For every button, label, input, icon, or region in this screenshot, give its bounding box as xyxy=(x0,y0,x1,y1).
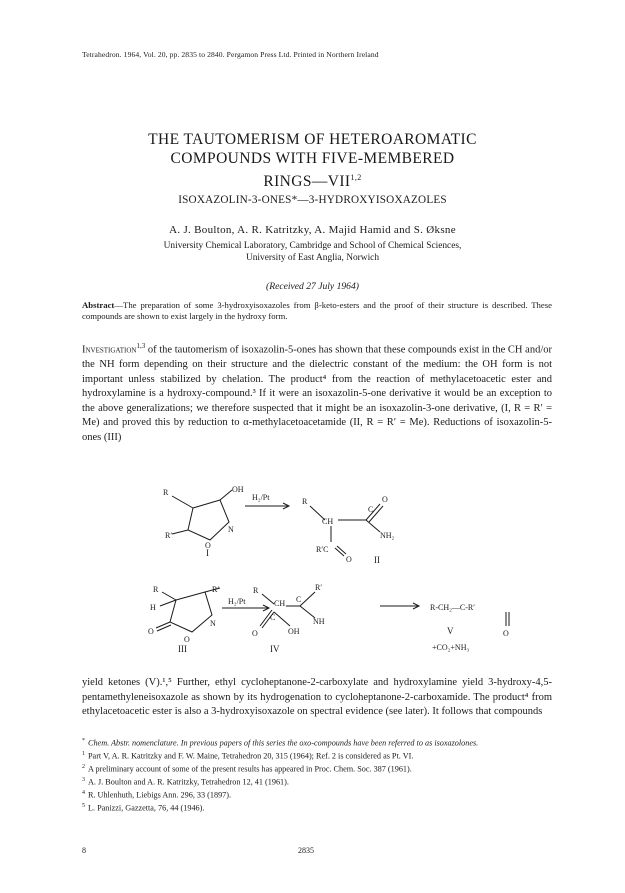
atom-RpC: R′C xyxy=(316,545,329,554)
footnote-text: A preliminary account of some of the present results has appeared in Proc. Chem. Soc. 387 (1961). xyxy=(88,764,412,774)
label-II: II xyxy=(374,555,380,565)
compound-III-ring xyxy=(170,592,212,632)
atom-NH-iv: NH xyxy=(313,617,325,626)
footnote-item: $^5$ L. Panizzi, Gazzetta, 76, 44 (1946). xyxy=(82,802,205,813)
bond-OH xyxy=(220,490,232,500)
abstract-text: —The preparation of some 3-hydroxyisoxazoles from β-keto-esters and the proof of their structure is described. These compounds are shown to exist largely in the hydroxy form. xyxy=(82,300,552,321)
bond-iii-H xyxy=(160,600,176,606)
affiliation-line-1: University Chemical Laboratory, Cambridge and School of Chemical Sciences, xyxy=(163,241,462,251)
label-I: I xyxy=(206,548,209,558)
atom-Rp: R′ xyxy=(165,531,173,540)
body-lead: Investigation xyxy=(82,344,137,356)
product-v-o: O xyxy=(503,629,509,638)
footnotes xyxy=(82,736,552,814)
bond-iv-3 xyxy=(300,592,315,606)
bond-iv-6 xyxy=(274,612,290,626)
atom-O: O xyxy=(205,541,211,550)
body-lead-sup: 1,3 xyxy=(136,342,146,350)
footnote-text: Chem. Abstr. nomenclature. In previous papers of this series the oxo-compounds have been referred to as isoxazolones. xyxy=(88,738,479,748)
footnote-item: * Chem. Abstr. nomenclature. In previous papers of this series the oxo-compounds have been referred to as isoxazolones. xyxy=(82,738,479,748)
atom-O-iii-ring: O xyxy=(184,635,190,644)
atom-NH2: NH₂ xyxy=(380,531,395,540)
atom-O-iv: O xyxy=(252,629,258,638)
title-line-1: THE TAUTOMERISM OF HETEROAROMATIC xyxy=(148,131,477,148)
page-number: 2835 xyxy=(298,846,314,855)
footnote-item: $^4$ R. Uhlenhuth, Liebigs Ann. 296, 33 (1897). xyxy=(82,789,232,800)
atom-O-ii: O xyxy=(382,495,388,504)
journal-header: Tetrahedron. 1964, Vol. 20, pp. 2835 to 2840. Pergamon Press Ltd. Printed in Northern Ireland xyxy=(82,50,379,59)
atom-C2-iv: C xyxy=(270,613,276,622)
compound-I-ring xyxy=(188,500,229,540)
paper-subtitle: ISOXAZOLIN-3-ONES*—3-HYDROXYISOXAZOLES xyxy=(178,194,447,206)
footnote-item: $^2$ A preliminary account of some of the present results has appeared in Proc. Chem. Soc. 387 (1961). xyxy=(82,763,412,774)
product-v: R-CH₂—C-R′ xyxy=(430,603,475,612)
atom-Rp-iv: R′ xyxy=(315,583,323,592)
label-IV: IV xyxy=(270,644,280,654)
footnote-text: Part V, A. R. Katritzky and F. W. Maine, Tetrahedron 20, 315 (1964); Ref. 2 is considered as Pt. VI. xyxy=(88,751,414,761)
body-paragraph-2: yield ketones (V).¹,⁵ Further, ethyl cycloheptanone-2-carboxylate and hydroxylamine yield 3-hydroxy-4,5-pentamethyleneisoxazole as shown by its hydrogenation to cycloheptanone-2-carboxamide. The product⁴ from ethylacetoacetic ester is also a 3-hydroxyisoxazole on spectral evidence (see later). It follows that compounds xyxy=(82,677,552,717)
bond-iv-1 xyxy=(262,594,274,604)
body-text-1: of the tautomerism of isoxazolin-5-ones has shown that these compounds exist in the CH and/or the NH form depending on their structure and the dielectric constant of the medium: the OH form is not important unless stabilized by chelation. The product⁴ from the reaction of methylacetoacetic ester and hydroxylamine is a hydroxy-compound.³ If it were an isoxazolin-5-one derivative it would be an exception to the above generalizations; we therefore suspected that it might be an isoxazolin-3-one derivative, (I, R = R′ = Me) and proved this by reduction to α-methylacetoacetamide (II, R = R′ = Me). Reductions of isoxazolin-5-ones (III) xyxy=(82,344,552,443)
atom-R-ii: R xyxy=(302,497,308,506)
atom-C-iv: C xyxy=(296,595,302,604)
atom-CH-iv: CH xyxy=(274,599,286,608)
atom-N-iii: N xyxy=(210,619,216,628)
bond-iii-O2 xyxy=(157,625,171,631)
atom-OH: OH xyxy=(232,485,244,494)
footnote-text: A. J. Boulton and A. R. Katritzky, Tetrahedron 12, 41 (1961). xyxy=(88,777,289,787)
authors: A. J. Boulton, A. R. Katritzky, A. Majid Hamid and S. Øksne xyxy=(169,224,456,236)
footnote-text: R. Uhlenhuth, Liebigs Ann. 296, 33 (1897). xyxy=(88,790,232,800)
label-V: V xyxy=(447,626,454,636)
atom-CH-ii: CH xyxy=(322,517,334,526)
abstract-label: Abstract xyxy=(82,300,115,310)
footnote-item: $^3$ A. J. Boulton and A. R. Katritzky, Tetrahedron 12, 41 (1961). xyxy=(82,776,289,787)
affiliation-line-2: University of East Anglia, Norwich xyxy=(245,253,380,263)
bond-ii-6 xyxy=(335,548,344,556)
reagent-2: H₂/Pt xyxy=(228,597,246,606)
label-III: III xyxy=(178,644,187,654)
atom-O-ii-2: O xyxy=(346,555,352,564)
bond-iii-R xyxy=(162,592,176,600)
received-date: (Received 27 July 1964) xyxy=(266,281,359,292)
atom-C-ii: C xyxy=(368,505,374,514)
atom-R-iv: R xyxy=(253,586,259,595)
title-sup: 1,2 xyxy=(350,173,362,182)
bond-R-prime xyxy=(172,530,188,534)
atom-N: N xyxy=(228,525,234,534)
footnote-text: L. Panizzi, Gazzetta, 76, 44 (1946). xyxy=(88,803,205,813)
bond-R xyxy=(172,496,193,508)
footer-left: 8 xyxy=(82,846,86,855)
atom-OH-iv: OH xyxy=(288,627,300,636)
atom-R-iii: R xyxy=(153,585,159,594)
title-line-3: RINGS—VII$^{1,2}$ xyxy=(263,173,362,191)
byproduct: +CO₂+NH₃ xyxy=(432,643,470,652)
atom-O-iii: O xyxy=(148,627,154,636)
bond-ii-6b xyxy=(337,546,346,554)
reagent-1: H₂/Pt xyxy=(252,493,270,502)
atom-Rp-iii: R′ xyxy=(212,585,220,594)
bond-ii-4 xyxy=(366,520,380,532)
bond-iii-O xyxy=(156,622,170,628)
title-line-2: COMPOUNDS WITH FIVE-MEMBERED xyxy=(170,150,455,167)
atom-R: R xyxy=(163,488,169,497)
atom-H-iii: H xyxy=(150,603,156,612)
footnote-item: $^1$ Part V, A. R. Katritzky and F. W. Maine, Tetrahedron 20, 315 (1964); Ref. 2 is considered as Pt. VI. xyxy=(82,750,414,761)
